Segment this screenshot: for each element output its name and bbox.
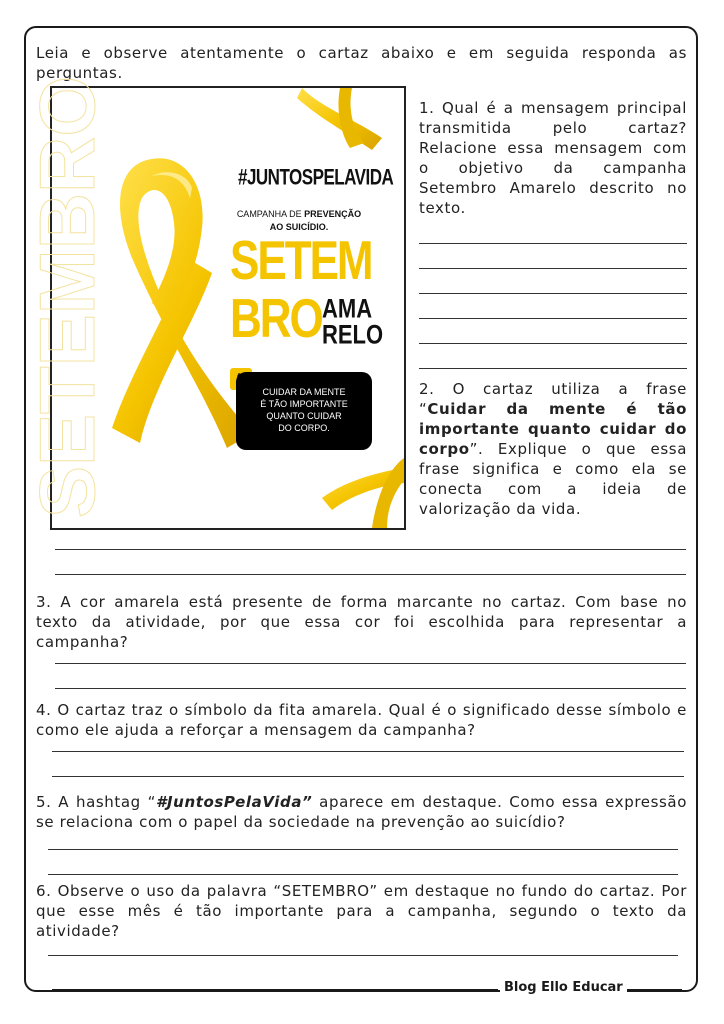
poster-small-word-1: AMA — [322, 293, 373, 324]
footer-line-left — [52, 989, 498, 991]
poster-small-word-2: RELO — [322, 319, 384, 350]
q5-suffix: aparece em destaque. Como essa expressão se relaciona com o papel da sociedade na prevenção ao suicídio? — [36, 793, 688, 831]
answer-line — [48, 955, 678, 956]
q5-prefix: 5. A hashtag “ — [36, 793, 156, 811]
footer-line-right — [622, 989, 682, 991]
footer-credit: Blog Ello Educar — [500, 980, 627, 995]
answer-line — [419, 318, 687, 319]
quote-line: É TÃO IMPORTANTE — [260, 399, 348, 409]
answer-line — [55, 549, 686, 550]
quote-line: QUANTO CUIDAR — [266, 411, 342, 421]
poster-big-word-2: BRO — [230, 288, 322, 350]
campaign-bold: PREVENÇÃO — [304, 209, 362, 219]
poster-big-word-1: SETEM — [230, 230, 372, 292]
campaign-line2: AO SUICÍDIO. — [269, 222, 329, 232]
q2-bold: Cuidar da mente é tão importante quanto cuidar do corpo — [419, 400, 687, 458]
question-2 — [419, 379, 687, 519]
question-3: 3. A cor amarela está presente de forma marcante no cartaz. Com base no texto da atividade, por que essa cor foi escolhida para representar a campanha? — [36, 593, 687, 651]
answer-line — [419, 343, 687, 344]
intro-text: Leia e observe atentamente o cartaz abaixo e em seguida responda as perguntas. — [36, 44, 687, 82]
answer-line — [55, 574, 686, 575]
answer-line — [52, 751, 684, 752]
q5-bold: #JuntosPelaVida” — [155, 793, 313, 811]
answer-line — [55, 663, 686, 664]
ribbon-bottom-icon — [322, 458, 404, 528]
question-4: 4. O cartaz traz o símbolo da fita amarela. Qual é o significado desse símbolo e como ele ajuda a reforçar a mensagem da campanha? — [36, 701, 687, 739]
ribbon-top-icon — [297, 88, 382, 150]
answer-line — [419, 243, 687, 244]
answer-line — [55, 688, 686, 689]
question-6: 6. Observe o uso da palavra “SETEMBRO” em destaque no fundo do cartaz. Por que esse mês é tão importante para a campanha, segundo o texto da atividade? — [36, 882, 687, 940]
quote-line: CUIDAR DA MENTE — [262, 387, 346, 397]
poster — [23, 75, 406, 530]
answer-line — [419, 368, 687, 369]
answer-line — [52, 776, 684, 777]
answer-line — [48, 874, 678, 875]
answer-line — [419, 293, 687, 294]
campaign-prefix: CAMPANHA DE — [236, 209, 305, 219]
answer-line — [419, 268, 687, 269]
poster-hashtag: #JUNTOSPELAVIDA — [238, 165, 394, 190]
q2-suffix: ”. Explique o que essa frase significa e como ela se conecta com a ideia de valorização da vida. — [419, 440, 687, 518]
question-5 — [36, 792, 687, 832]
q2-prefix: 2. O cartaz utiliza a frase “ — [419, 380, 687, 418]
question-1: 1. Qual é a mensagem principal transmitida pelo cartaz? Relacione essa mensagem com o objetivo da campanha Setembro Amarelo descrito no texto. — [419, 99, 687, 217]
poster-quote-box — [236, 372, 372, 450]
answer-line — [48, 849, 678, 850]
poster-watermark: SETEMBRO — [23, 75, 111, 518]
quote-line: DO CORPO. — [278, 423, 330, 433]
